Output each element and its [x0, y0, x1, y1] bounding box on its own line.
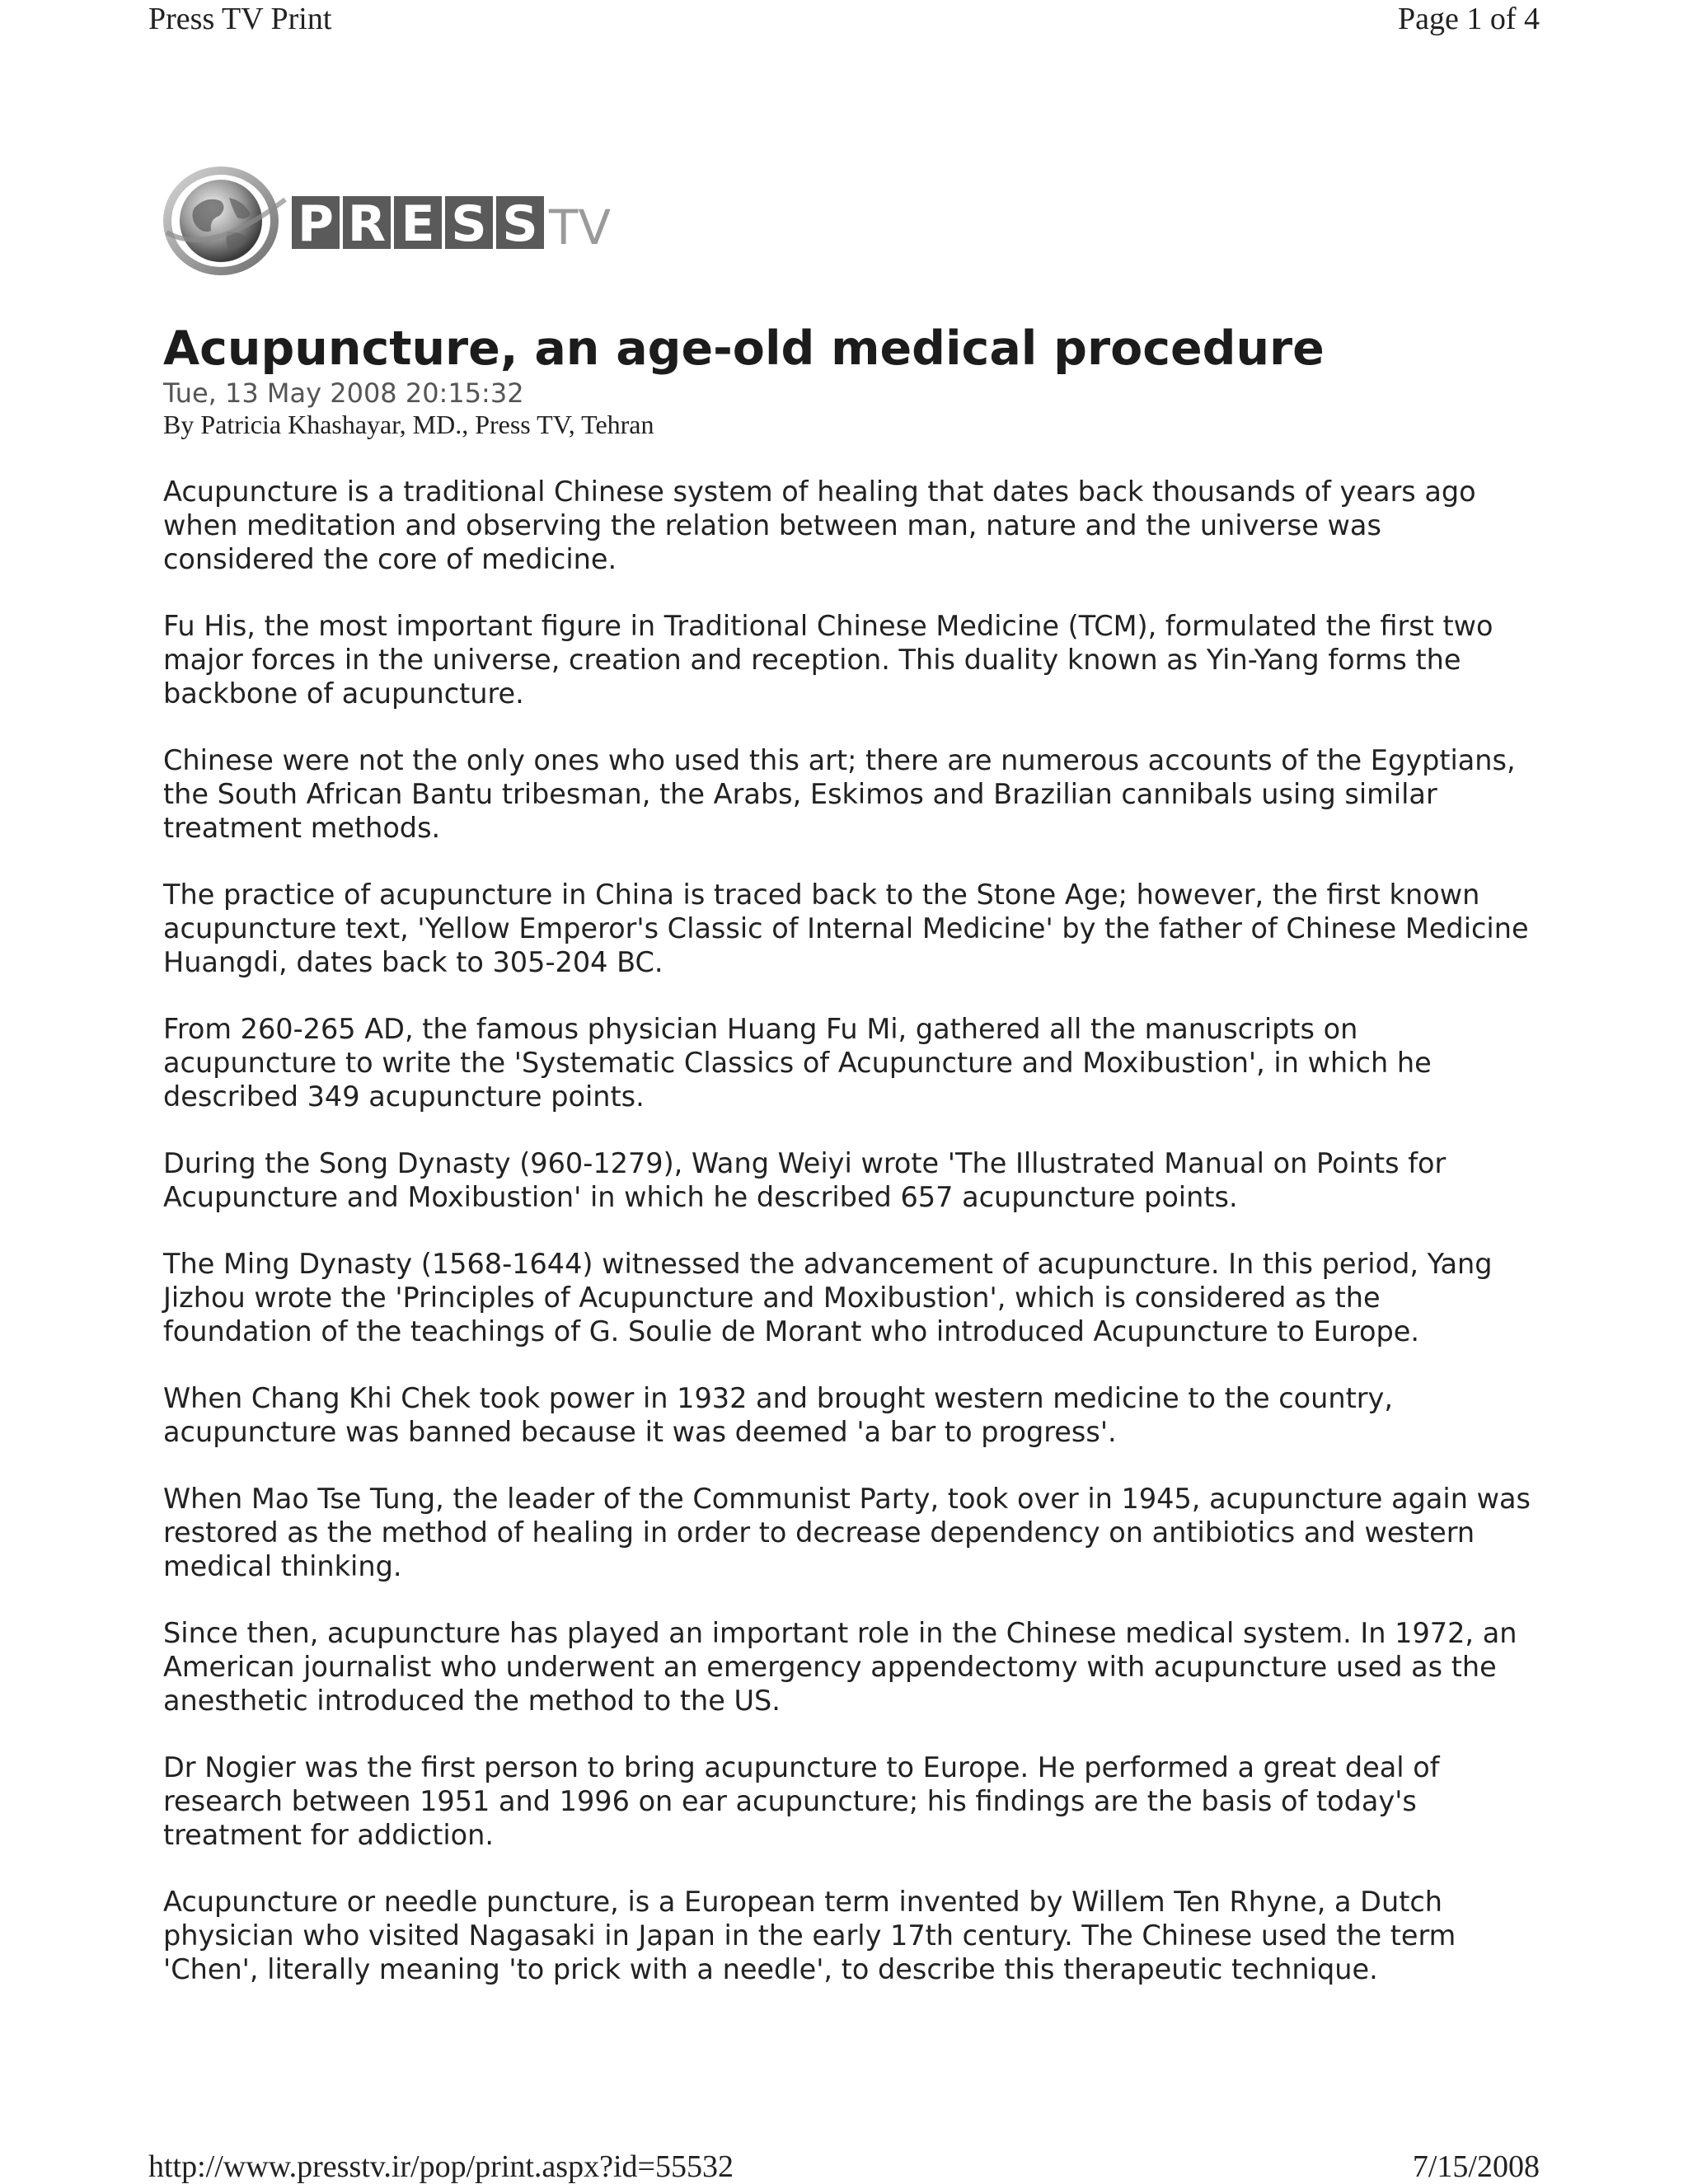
paragraph: Chinese were not the only ones who used this art; there are numerous accounts of the Egyptians, the South African Bantu tribesman, the Arabs, Eskimos and Brazilian cannibals using similar treatment methods. [163, 744, 1516, 844]
paragraph: During the Song Dynasty (960-1279), Wang Weiyi wrote 'The Illustrated Manual on Points for Acupuncture and Moxibustion' in which he described 657 acupuncture points. [163, 1147, 1447, 1213]
paragraph: Acupuncture or needle puncture, is a European term invented by Willem Ten Rhyne, a Dutch physician who visited Nagasaki in Japan in the early 17th century. The Chinese used the term 'Chen', literally meaning 'to prick with a needle', to describe this therapeutic technique. [163, 1886, 1456, 1985]
paragraph: Fu His, the most important figure in Traditional Chinese Medicine (TCM), formulated the first two major forces in the universe, creation and reception. This duality known as Yin-Yang forms the backbone of acupuncture. [163, 610, 1493, 710]
print-footer-date: 7/15/2008 [1412, 2149, 1540, 2184]
article-headline: Acupuncture, an age-old medical procedure [163, 321, 1325, 376]
logo-letter-s2: S [502, 195, 538, 253]
paragraph: When Chang Khi Chek took power in 1932 and brought western medicine to the country, acupuncture was banned because it was deemed 'a bar to progress'. [163, 1382, 1393, 1448]
logo-letter-e: E [401, 195, 435, 253]
logo-letter-s1: S [451, 195, 487, 253]
press-tv-logo [162, 158, 656, 282]
paragraph: Since then, acupuncture has played an important role in the Chinese medical system. In 1972, an American journalist who underwent an emergency appendectomy with acupuncture used as the anesthetic introduced the method to the US. [163, 1617, 1517, 1717]
globe-icon [163, 166, 285, 275]
paragraph: When Mao Tse Tung, the leader of the Communist Party, took over in 1945, acupuncture again was restored as the method of healing in order to decrease dependency on antibiotics and western medical thinking. [163, 1483, 1531, 1582]
print-header-page-number: Page 1 of 4 [1397, 2, 1540, 36]
paragraph: The practice of acupuncture in China is traced back to the Stone Age; however, the first known acupuncture text, 'Yellow Emperor's Classic of Internal Medicine' by the father of Chinese Medicine Huangdi, dates back to 305-204 BC. [163, 879, 1529, 978]
logo-letter-r: R [347, 195, 387, 253]
logo-tv-suffix: TV [549, 199, 612, 255]
paragraph: From 260-265 AD, the famous physician Huang Fu Mi, gathered all the manuscripts on acupuncture to write the 'Systematic Classics of Acupuncture and Moxibustion', in which he described 349 acupuncture points. [163, 1013, 1432, 1113]
article-byline: By Patricia Khashayar, MD., Press TV, Tehran [163, 410, 654, 439]
paragraph: Acupuncture is a traditional Chinese system of healing that dates back thousands of years ago when meditation and observing the relation between man, nature and the universe was considered the core of medicine. [163, 476, 1476, 575]
article-timestamp: Tue, 13 May 2008 20:15:32 [163, 377, 524, 409]
paragraph: Dr Nogier was the first person to bring acupuncture to Europe. He performed a great deal of research between 1951 and 1996 on ear acupuncture; his findings are the basis of today's treatment for addiction. [163, 1751, 1440, 1851]
print-footer-url: http://www.presstv.ir/pop/print.aspx?id=55532 [148, 2149, 734, 2184]
article-body [163, 475, 1531, 1986]
print-header-title: Press TV Print [148, 2, 332, 36]
article [163, 320, 1531, 2019]
paragraph: The Ming Dynasty (1568-1644) witnessed the advancement of acupuncture. In this period, Yang Jizhou wrote the 'Principles of Acupuncture and Moxibustion', which is considered as the foundation of the teachings of G. Soulie de Morant who introduced Acupuncture to Europe. [163, 1248, 1493, 1347]
press-letters [292, 195, 544, 253]
logo-letter-p: P [298, 195, 334, 253]
